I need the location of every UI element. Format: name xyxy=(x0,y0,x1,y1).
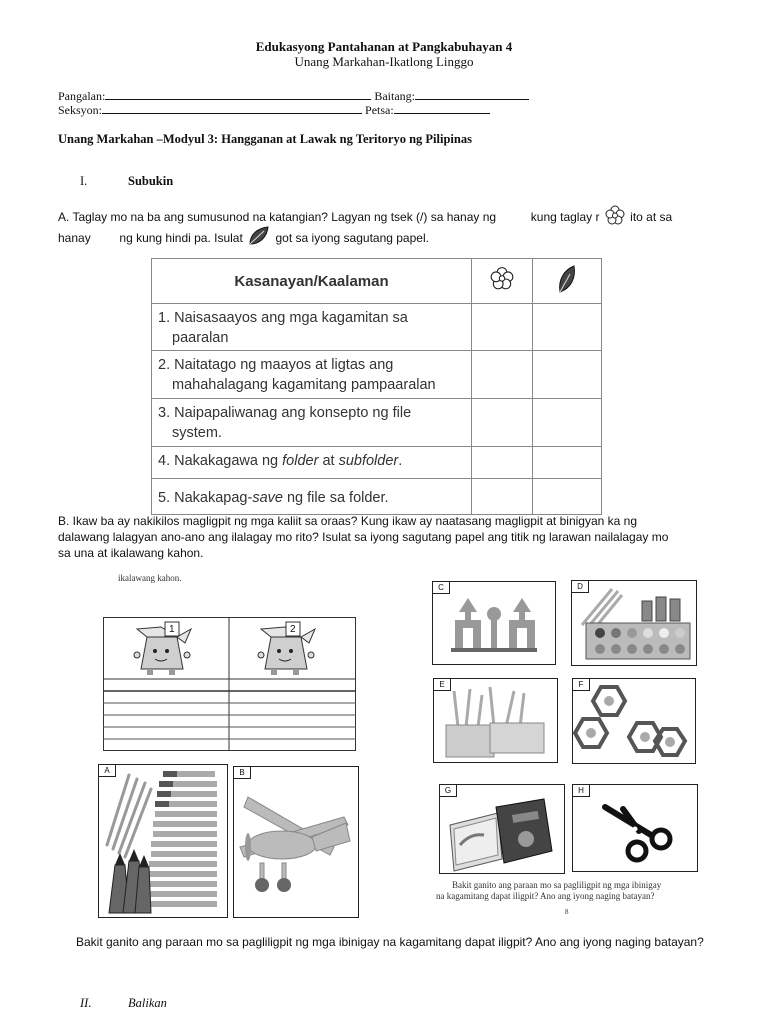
part-a-text-2: kung taglay r xyxy=(530,210,600,224)
part-a-text-1: A. Taglay mo na ba ang sumusunod na katangian? Lagyan ng tsek (/) sa hanay ng xyxy=(58,210,497,224)
flower-checkbox[interactable] xyxy=(472,479,533,515)
skill-item xyxy=(152,351,472,399)
skill-text: mahahalagang kagamitang pampaaralan xyxy=(172,377,436,393)
picture-label: B xyxy=(233,766,251,779)
figure-caption-bottom xyxy=(436,880,706,902)
part-a-instructions xyxy=(58,205,718,246)
picture-c-organizer[interactable] xyxy=(432,581,556,665)
name-label: Pangalan: xyxy=(58,89,106,103)
figure-page-number: 8 xyxy=(565,908,569,916)
box-1-number: 1 xyxy=(169,624,175,635)
table-header-row xyxy=(152,259,602,304)
flower-checkbox[interactable] xyxy=(472,351,533,399)
skill-item xyxy=(152,479,472,515)
part-b-instructions xyxy=(58,513,718,561)
sorting-boxes-table xyxy=(103,617,356,751)
books-icon xyxy=(440,785,564,873)
date-blank[interactable] xyxy=(394,101,490,114)
shapes-icon xyxy=(573,679,695,763)
airplane-icon xyxy=(234,767,358,917)
name-blank[interactable] xyxy=(105,87,371,100)
skill-text: at xyxy=(318,453,339,469)
leaf-icon xyxy=(246,225,272,241)
skill-text-italic: save xyxy=(252,490,283,506)
crayons-icon xyxy=(99,765,227,917)
skill-text: paaralan xyxy=(172,330,229,346)
skill-text-italic: folder xyxy=(282,453,319,469)
part-b-line-3: sa una at ikalawang kahon. xyxy=(58,546,204,560)
flower-icon xyxy=(603,205,627,221)
skill-text: ng file sa folder. xyxy=(282,490,389,506)
flower-column-header xyxy=(472,259,533,304)
skill-text-italic: subfolder xyxy=(338,453,399,469)
box-2-number: 2 xyxy=(290,624,296,635)
picture-a-crayons[interactable] xyxy=(98,764,228,918)
picture-d-paint-set[interactable] xyxy=(571,580,697,666)
part-b-line-2: dalawang lalagyan ano-ano ang ilalagay mo rito? Isulat sa iyong sagutang papel ang titik ng larawan nailalagay mo xyxy=(58,530,669,544)
section-2-number: II. xyxy=(80,996,92,1010)
picture-g-books[interactable] xyxy=(439,784,565,874)
part-a-text-5: ng kung hindi pa. Isulat xyxy=(119,231,243,245)
picture-h-scissors[interactable] xyxy=(572,784,698,872)
flower-checkbox[interactable] xyxy=(472,399,533,447)
paint-set-icon xyxy=(572,581,696,665)
skill-text: . xyxy=(398,453,403,469)
scissors-icon xyxy=(573,785,697,871)
skill-item xyxy=(152,447,472,479)
skill-item xyxy=(152,304,472,351)
section-title: Subukin xyxy=(128,174,174,188)
picture-label: D xyxy=(571,580,589,593)
part-a-text-4: hanay xyxy=(58,231,91,245)
leaf-checkbox[interactable] xyxy=(533,399,602,447)
leaf-checkbox[interactable] xyxy=(533,479,602,515)
section-number: I. xyxy=(80,174,88,188)
reflection-question: Bakit ganito ang paraan mo sa pagliligpit ng mga ibinigay na kagamitang dapat iligpit? Ano ang iyong naging batayan? xyxy=(76,935,704,949)
picture-label: E xyxy=(433,678,451,691)
part-a-text-3: ito at sa xyxy=(630,210,673,224)
flower-icon xyxy=(489,266,515,292)
document-subtitle: Unang Markahan-Ikatlong Linggo xyxy=(294,54,474,69)
picture-f-shapes[interactable] xyxy=(572,678,696,764)
pencil-holder-icon xyxy=(434,679,557,762)
skill-text: 2. Naitatago ng maayos at ligtas ang xyxy=(158,357,394,373)
picture-label: A xyxy=(98,764,116,777)
skill-item xyxy=(152,399,472,447)
module-title: Unang Markahan –Modyul 3: Hangganan at Lawak ng Teritoryo ng Pilipinas xyxy=(58,132,472,146)
leaf-checkbox[interactable] xyxy=(533,447,602,479)
grade-blank[interactable] xyxy=(415,87,529,100)
grade-label: Baitang: xyxy=(374,89,415,103)
part-a-text-6: got sa iyong sagutang papel. xyxy=(275,231,429,245)
picture-label: H xyxy=(572,784,590,797)
leaf-checkbox[interactable] xyxy=(533,351,602,399)
skills-table xyxy=(151,258,602,515)
figure-caption-line-1: Bakit ganito ang paraan mo sa pagliligpit ng mga ibinigay xyxy=(452,880,662,890)
table-row xyxy=(152,304,602,351)
picture-label: F xyxy=(572,678,590,691)
skills-header: Kasanayan/Kaalaman xyxy=(152,259,472,304)
sorting-boxes-drawing xyxy=(103,617,356,751)
section-date-line xyxy=(58,101,490,118)
section-blank[interactable] xyxy=(102,101,362,114)
document-title: Edukasyong Pantahanan at Pangkabuhayan 4 xyxy=(255,39,513,54)
skill-text: 1. Naisasaayos ang mga kagamitan sa xyxy=(158,310,408,326)
table-row xyxy=(152,447,602,479)
table-row xyxy=(152,351,602,399)
skill-text: 5. Nakakapag- xyxy=(158,490,253,506)
table-row xyxy=(152,399,602,447)
section-2-title: Balikan xyxy=(128,996,167,1010)
leaf-column-header xyxy=(533,259,602,304)
skill-text: 3. Naipapaliwanag ang konsepto ng file xyxy=(158,405,412,421)
picture-label: G xyxy=(439,784,457,797)
section-label: Seksyon: xyxy=(58,103,103,117)
date-label: Petsa: xyxy=(365,103,394,117)
organizer-icon xyxy=(433,582,555,664)
flower-checkbox[interactable] xyxy=(472,304,533,351)
part-b-line-1: B. Ikaw ba ay nakikilos magligpit ng mga kaliit sa oraas? Kung ikaw ay naatasang magligpit at binigyan ka ng xyxy=(58,514,637,528)
leaf-checkbox[interactable] xyxy=(533,304,602,351)
skill-text: system. xyxy=(172,425,222,441)
picture-label: C xyxy=(432,581,450,594)
picture-e-pencil-holders[interactable] xyxy=(433,678,558,763)
picture-b-airplane[interactable] xyxy=(233,766,359,918)
flower-checkbox[interactable] xyxy=(472,447,533,479)
leaf-icon xyxy=(555,264,579,294)
table-row xyxy=(152,479,602,515)
figure-caption-line-2: na kagamitang dapat iligpit? Ano ang iyong naging batayan? xyxy=(436,891,655,901)
skill-text: 4. Nakakagawa ng xyxy=(158,453,283,469)
figure-caption-top: ikalawang kahon. xyxy=(118,573,182,583)
